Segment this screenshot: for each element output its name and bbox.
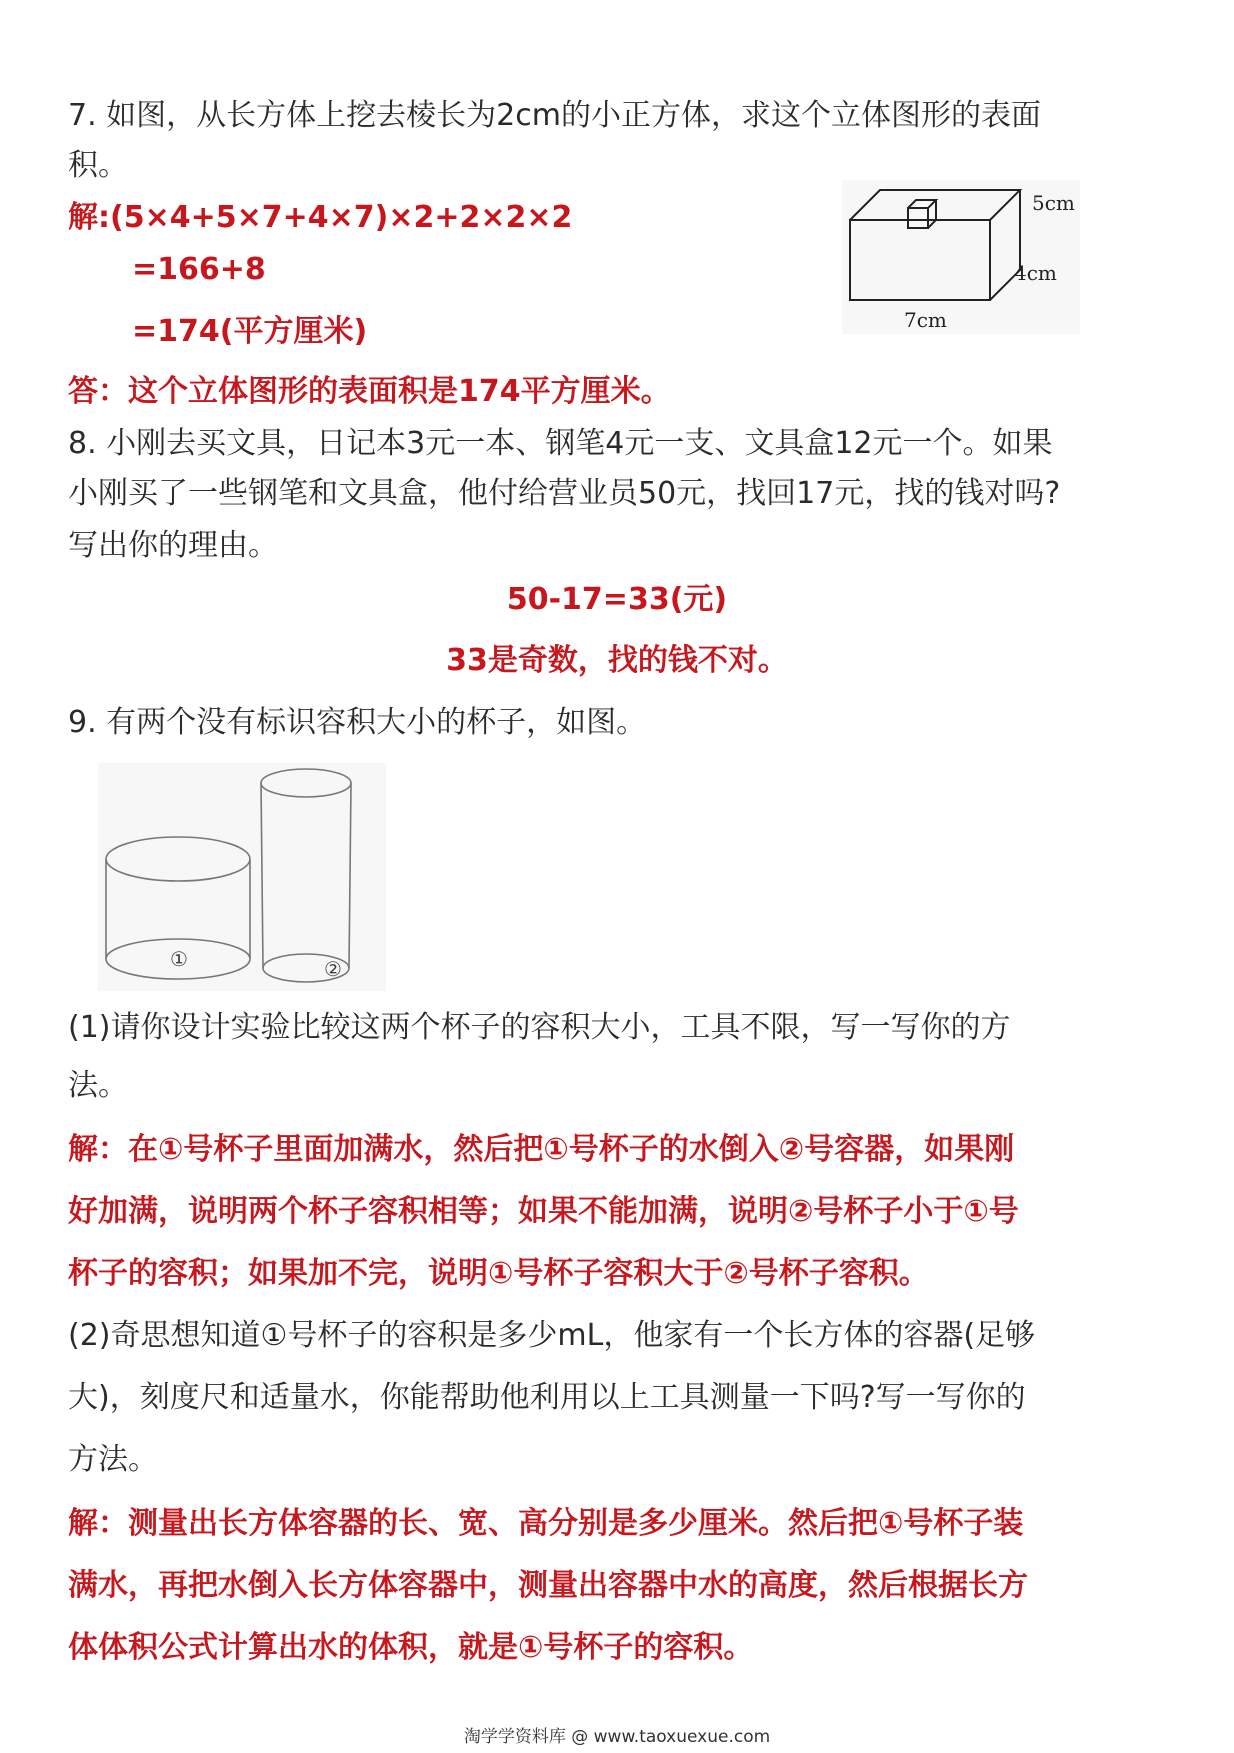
q9-text-line1: 9. 有两个没有标识容积大小的杯子，如图。 [68,705,647,740]
q9-part2-line2: 大)，刻度尺和适量水，你能帮助他利用以上工具测量一下吗?写一写你的 [68,1380,1026,1415]
q7-solution-line2: =166+8 [132,252,266,287]
q9-part1-answer-line3: 杯子的容积；如果加不完，说明①号杯子容积大于②号杯子容积。 [68,1256,929,1291]
q9-part2-answer-line2: 满水，再把水倒入长方体容器中，测量出容器中水的高度，然后根据长方 [68,1568,1028,1603]
cutout-cube-top [908,200,936,208]
q8-solution-line2: 33是奇数，找的钱不对。 [446,643,788,678]
cuboid-drawing [842,180,1080,334]
cup2-rim [261,769,351,797]
q9-part2-line1: (2)奇思想知道①号杯子的容积是多少mL，他家有一个长方体的容器(足够 [68,1318,1036,1353]
q8-solution-line1: 50-17=33(元) [506,582,728,617]
cup2-label: ② [324,957,342,981]
cups-figure [98,763,386,991]
q7-solution-line1: 解:(5×4+5×7+4×7)×2+2×2×2 [68,200,573,235]
cups-drawing [98,763,386,991]
label-4cm: 4cm [1014,261,1057,285]
q7-text-line1: 7. 如图，从长方体上挖去棱长为2cm的小正方体，求这个立体图形的表面 [68,98,1041,133]
q8-text-line1: 8. 小刚去买文具，日记本3元一本、钢笔4元一支、文具盒12元一个。如果 [68,426,1053,461]
q7-text-line2: 积。 [68,148,128,183]
q9-part2-answer-line3: 体体积公式计算出水的体积，就是①号杯子的容积。 [68,1630,754,1665]
q9-part1-answer-line2: 好加满，说明两个杯子容积相等；如果不能加满，说明②号杯子小于①号 [68,1194,1019,1229]
label-5cm: 5cm [1032,191,1075,215]
cutout-cube-front [908,208,928,228]
q9-part2-answer-line1: 解：测量出长方体容器的长、宽、高分别是多少厘米。然后把①号杯子装 [68,1506,1024,1541]
cup1-label: ① [170,947,188,971]
q7-solution-line3: =174(平方厘米) [132,314,368,349]
q8-text-line3: 写出你的理由。 [68,528,278,563]
q9-part1-line1: (1)请你设计实验比较这两个杯子的容积大小，工具不限，写一写你的方 [68,1010,1011,1045]
cuboid-front-face [850,220,990,300]
footer-watermark: 淘学学资料库 @ www.taoxuexue.com [463,1727,771,1747]
label-7cm: 7cm [904,308,947,332]
q9-part1-line2: 法。 [68,1068,128,1103]
q9-part2-line3: 方法。 [68,1442,158,1477]
cup2-left-side [261,783,263,968]
q8-text-line2: 小刚买了一些钢笔和文具盒，他付给营业员50元，找回17元，找的钱对吗? [68,476,1061,511]
cup2-right-side [349,783,351,968]
q9-part1-answer-line1: 解：在①号杯子里面加满水，然后把①号杯子的水倒入②号容器，如果刚 [68,1132,1015,1167]
q7-answer: 答：这个立体图形的表面积是174平方厘米。 [68,374,671,409]
cup1-rim [106,837,250,881]
cuboid-figure [842,180,1080,334]
